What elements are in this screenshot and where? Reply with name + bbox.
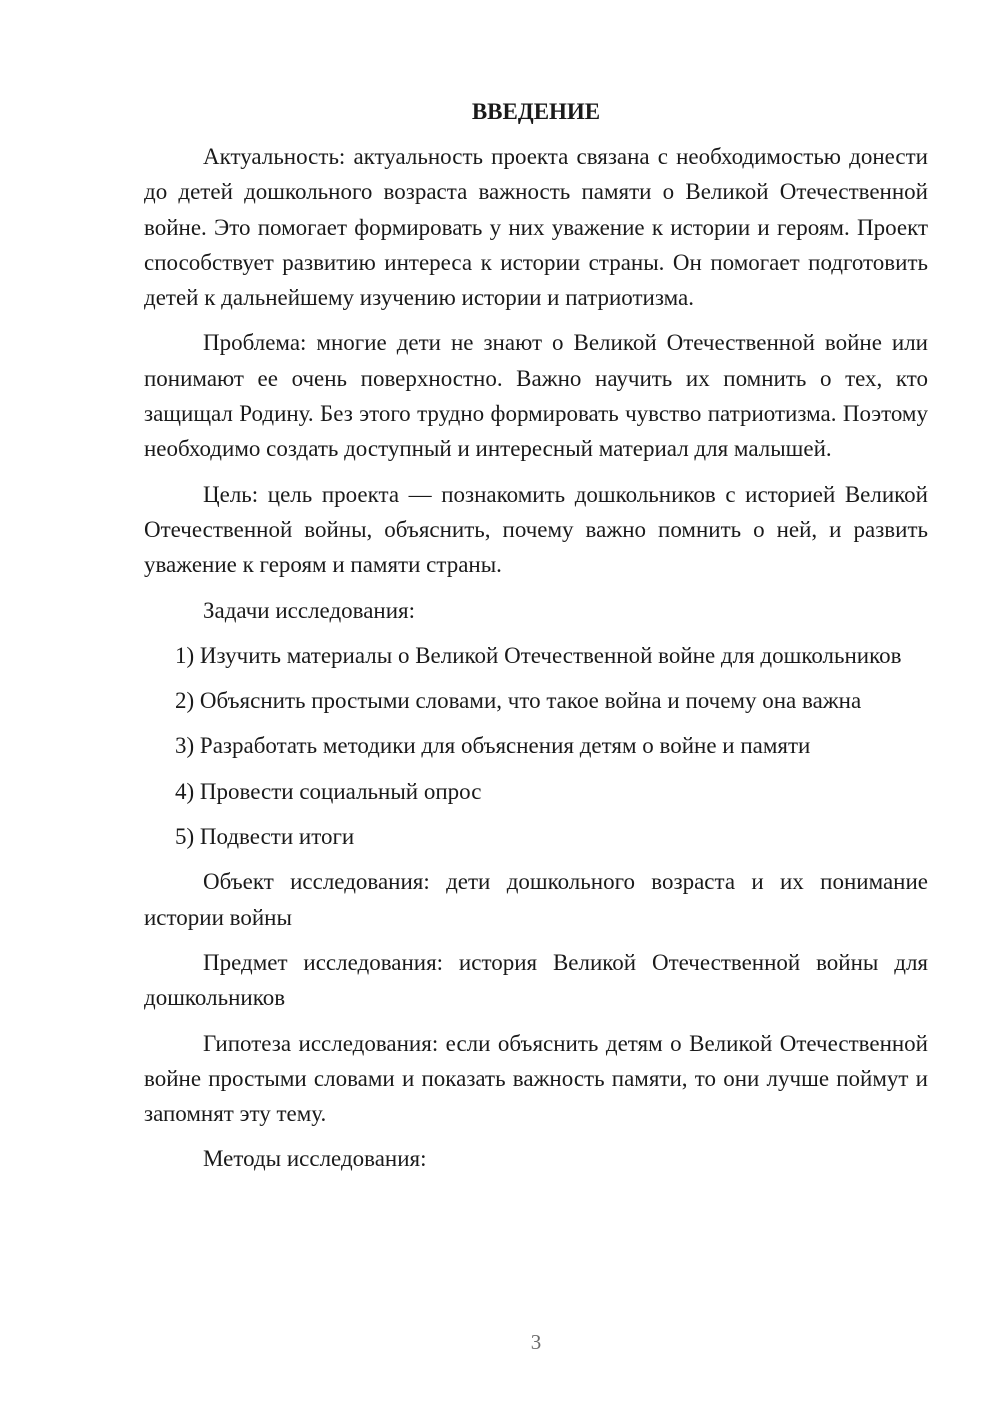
task-item-5: 5) Подвести итоги: [175, 824, 355, 850]
methods-paragraph: Методы исследования:: [203, 1146, 427, 1172]
hypothesis-paragraph: Гипотеза исследования: если объяснить детям о Великой Отечественной войне простыми словами и показать важность памяти, то они лучше поймут и запомнят эту тему.: [144, 1030, 928, 1127]
task-item-3: 3) Разработать методики для объяснения детям о войне и памяти: [175, 733, 811, 759]
tasks-intro: Задачи исследования:: [203, 597, 416, 623]
subject-paragraph: Предмет исследования: история Великой Отечественной войны для дошкольников: [144, 949, 928, 1011]
page-content: [144, 94, 928, 1187]
goal-paragraph: Цель: цель проекта — познакомить дошкольников с историей Великой Отечественной войны, объяснить, почему важно помнить о ней, и развить уважение к героям и памяти страны.: [144, 481, 928, 578]
task-item-2: 2) Объяснить простыми словами, что такое война и почему она важна: [175, 688, 862, 714]
task-item-1: 1) Изучить материалы о Великой Отечественной войне для дошкольников: [175, 642, 902, 668]
problem-paragraph: Проблема: многие дети не знают о Великой Отечественной войне или понимают ее очень поверхностно. Важно научить их помнить о тех, кто защищал Родину. Без этого трудно формировать чувство патриотизма. Поэтому необходимо создать доступный и интересный материал для малышей.: [144, 330, 928, 462]
object-paragraph: Объект исследования: дети дошкольного возраста и их понимание истории войны: [144, 869, 928, 930]
section-heading: ВВЕДЕНИЕ: [471, 99, 601, 124]
relevance-paragraph: Актуальность: актуальность проекта связана с необходимостью донести до детей дошкольного возраста важность памяти о Великой Отечественной войне. Это помогает формировать у них уважение к истории и героям. Проект способствует развитию интереса к истории страны. Он помогает подготовить детей к дальнейшему изучению истории и патриотизма.: [144, 144, 928, 311]
task-item-4: 4) Провести социальный опрос: [175, 778, 482, 804]
page-number: 3: [530, 1330, 542, 1354]
